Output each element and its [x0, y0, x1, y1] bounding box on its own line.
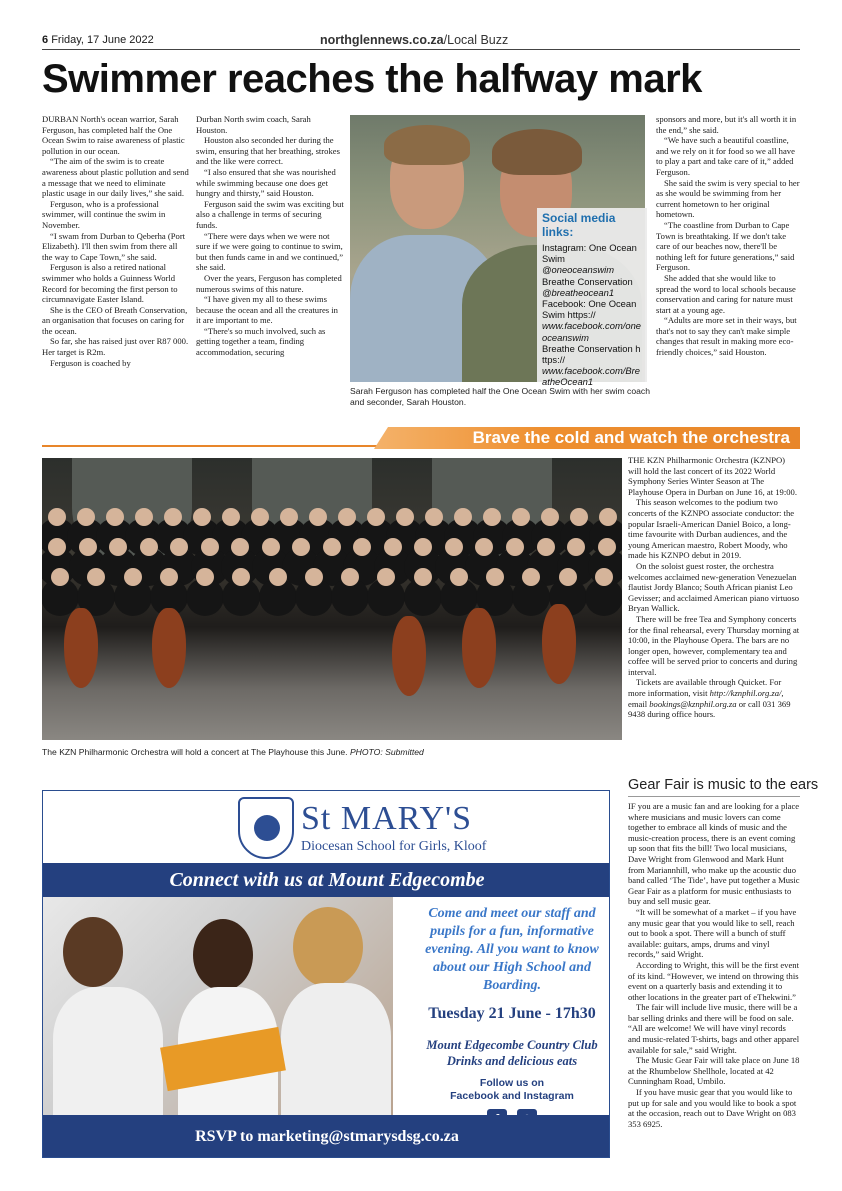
page-date: Friday, 17 June 2022: [51, 34, 154, 46]
body-paragraph: “It will be somewhat of a market – if you have any music gear that you would like to sell, reach out to book a spot. There will a bunch of stuff available: guitars, amps, drums and vinyl records,” said Wright.: [628, 906, 797, 960]
cello: [392, 616, 426, 696]
social-label: Breathe Conservation https://: [542, 342, 641, 366]
body-paragraph: “There's so much involved, such as getting together a team, finding accommodation, securing: [196, 325, 326, 358]
ad-info-panel: [413, 897, 610, 1115]
cello: [542, 604, 576, 684]
body-paragraph: Ferguson is coached by: [50, 357, 131, 368]
masthead: [320, 33, 508, 47]
body-paragraph: DURBAN North's ocean warrior, Sarah Ferguson, has completed half the One Ocean Swim to raise awareness of plastic pollution in our ocean.: [42, 114, 185, 156]
masthead-site: northglennews.co.za: [320, 33, 444, 47]
body-paragraph: On the soloist guest roster, the orchestra welcomes acclaimed new-generation Venezuelan flautist Jordy Blanco; South African pianist Leo Gevisser; and acclaimed American piano virtuoso Bryan Wallick.: [628, 560, 800, 614]
st-marys-advert[interactable]: [42, 790, 610, 1158]
story2-column: [628, 455, 800, 775]
body-paragraph: “There were days when we were not sure if we were going to continue to swim, but then funds came in and we continued,” she said.: [196, 230, 344, 273]
orchestra-caption: [42, 747, 622, 758]
social-links-list: [542, 242, 642, 388]
ad-students-photo: [43, 897, 393, 1115]
body-paragraph: Ferguson said the swim was exciting but also a challenge in terms of securing funds.: [196, 198, 344, 230]
body-paragraph: “I swam from Durban to Qeberha (Port Elizabeth). I'll then swim from there all the way to Cape Town,” she said.: [42, 230, 186, 262]
orchestra-row-front: [42, 568, 622, 586]
story1-headline: Swimmer reaches the halfway mark: [42, 57, 702, 101]
body-paragraph: She added that she would like to spread the word to local schools because conservation and caring for nature must start at a young age.: [656, 272, 796, 315]
body-paragraph: According to Wright, this will be the first event of its kind. “However, we intend on throwing this event on a quarterly basis and extending it to other locations in the greater part of eThekwini.”: [628, 959, 799, 1002]
student-figure: [193, 919, 253, 991]
tickets-text: or call 031 369 9438 during office hours.: [628, 698, 791, 720]
body-paragraph: The fair will include live music, there will be a bar selling drinks and there will be food on sale. “All are welcome! We will have vinyl records and music-related T-shirts, bags and other apparel available for sale,” said Wright.: [628, 1002, 800, 1055]
social-link[interactable]: www.facebook.com/oneoceanswim: [542, 320, 642, 343]
body-paragraph: Over the years, Ferguson has completed numerous swims of this nature.: [196, 272, 342, 294]
orchestra-caption-text: The KZN Philharmonic Orchestra will hold a concert at The Playhouse this June.: [42, 747, 348, 757]
body-paragraph: Ferguson is also a retired national swimmer who holds a Guinness World Record for becoming the first person to circumnavigate Easter Island.: [42, 262, 178, 305]
student-figure: [53, 987, 163, 1115]
social-link[interactable]: www.facebook.com/BreatheOcean1: [542, 365, 640, 388]
story1-column-1: [42, 114, 190, 414]
ad-follow: [413, 1077, 610, 1103]
orchestra-banner: [42, 427, 800, 449]
ad-date: Tuesday 21 June - 17h30: [428, 1005, 596, 1022]
story1-column-2: [196, 114, 344, 414]
website-link[interactable]: http://kznphil.org.za/: [709, 688, 782, 699]
body-paragraph: “Adults are more set in their ways, but that's not to say they can't make simple changes that result in making more eco-friendly choices,” said Houston.: [656, 315, 797, 358]
ad-invitation: Come and meet our staff and pupils for a fun, informative evening. All you want to know about our High School and Boarding.: [425, 906, 599, 993]
tickets-text: , email: [628, 688, 784, 709]
ad-brand-sub: Diocesan School for Girls, Kloof: [301, 839, 487, 854]
social-heading: Social media links:: [542, 211, 616, 239]
person-figure: [492, 129, 582, 175]
ad-venue-extra: Drinks and delicious eats: [446, 1054, 578, 1068]
cello: [152, 608, 186, 688]
story3-headline: Gear Fair is music to the ears: [628, 777, 819, 793]
cello: [462, 608, 496, 688]
ad-venue-name: Mount Edgecombe Country Club: [426, 1038, 598, 1052]
student-figure: [281, 983, 391, 1115]
swimmer-caption: Sarah Ferguson has completed half the One Ocean Swim with her swim coach and seconder, Sarah Houston.: [350, 386, 650, 407]
body-paragraph: There will be free Tea and Symphony concerts for the final rehearsal, every Thursday morning at 10:00, in the Playhouse Opera. The bars are no longer open, however, complementary tea and coffee will be served prior to concerts and during interval.: [628, 613, 800, 677]
email-link[interactable]: bookings@kznphil.org.za: [649, 698, 737, 709]
body-paragraph: “The aim of the swim is to create awareness about plastic pollution and send a message that we need to eliminate plastic usage in our daily lives,” she said.: [42, 156, 189, 199]
top-rule: [42, 49, 800, 50]
body-paragraph: The Music Gear Fair will take place on June 18 at the Rhumbelow Shellhole, located at 42 Cunningham Road, Umbilo.: [628, 1055, 800, 1087]
student-figure: [293, 907, 363, 987]
crest-icon: [238, 797, 294, 859]
body-paragraph: “I have given my all to these swims because the ocean and all the creatures in it are important to me.: [196, 294, 338, 326]
body-paragraph: So far, she has raised just over R87 000. Her target is R2m.: [42, 336, 189, 358]
social-media-box: [537, 208, 647, 388]
ad-follow-line1: Follow us on: [479, 1077, 545, 1089]
body-paragraph: Ferguson, who is a professional swimmer, will continue the swim in November.: [42, 198, 166, 230]
body-paragraph: Houston also seconded her during the swim, ensuring that her breathing, strokes and the like were correct.: [196, 135, 340, 167]
body-paragraph: This season welcomes to the podium two concerts of the KZNPO associate conductor: the popular Israeli-American Daniel Boico, a long-time favourite with Durban audiences, and the young American maestro, Robert Moody, who made his KZNPO debut in 2019.: [628, 497, 795, 561]
story2-headline: Brave the cold and watch the orchestra: [472, 428, 790, 447]
student-figure: [63, 917, 123, 987]
story1-column-3: [656, 114, 800, 414]
orchestra-photo: [42, 458, 622, 740]
social-label: Breathe Conservation: [542, 275, 633, 287]
ad-rsvp[interactable]: RSVP to marketing@stmarysdsg.co.za: [43, 1115, 610, 1158]
body-paragraph: She is the CEO of Breath Conservation, an organisation that focuses on caring for the ocean.: [42, 304, 188, 336]
body-paragraph: She said the swim is very special to her as she would be swimming from her current hometown to her original hometown.: [656, 177, 800, 220]
social-label: Facebook: One Ocean Swim https://: [542, 298, 637, 321]
tickets-paragraph: [628, 677, 800, 719]
orchestra-row-middle: [42, 538, 622, 556]
body-paragraph: Durban North swim coach, Sarah Houston.: [196, 114, 311, 135]
body-paragraph: “We have such a beautiful coastline, and we rely on it for food so we all have to play a part and take care of it,” added Ferguson.: [656, 135, 795, 177]
shield-icon: [254, 815, 280, 841]
page-number: 6: [42, 34, 49, 46]
social-label: Instagram: One Ocean Swim: [542, 242, 637, 265]
cello: [64, 608, 98, 688]
ad-brand: St MARY'S: [301, 800, 473, 837]
ad-connect-banner: Connect with us at Mount Edgecombe: [43, 863, 610, 897]
tickets-text: Tickets are available through Quicket. For more information, visit: [628, 677, 782, 699]
page-folio: [42, 34, 154, 46]
ad-venue: [413, 1037, 610, 1069]
social-link[interactable]: @oneoceanswim: [542, 264, 615, 276]
body-paragraph: If you have music gear that you would like to put up for sale and you would like to book a spot at the occasion, reach out to Dave Wright on 083 353 6925.: [628, 1087, 797, 1129]
orchestra-caption-credit: PHOTO: Submitted: [349, 747, 424, 757]
masthead-section: /Local Buzz: [443, 33, 509, 47]
body-paragraph: THE KZN Philharmonic Orchestra (KZNPO) will hold the last concert of its 2022 World Symphony Series Winter Season at The Playhouse Opera in Durban on June 16, at 19:00.: [628, 455, 797, 497]
body-paragraph: “The coastline from Durban to Cape Town is breathtaking. If we don't take care of our beaches now, there'll be nothing left for future generations,” said Ferguson.: [656, 219, 795, 273]
story3-column: [628, 801, 800, 1163]
body-paragraph: sponsors and more, but it's all worth it in the end,” she said.: [656, 114, 797, 135]
orchestra-row-back: [42, 508, 622, 526]
person-figure: [384, 125, 470, 165]
story3-rule: [628, 796, 800, 797]
social-link[interactable]: @breatheocean1: [542, 286, 615, 298]
body-paragraph: “I also ensured that she was nourished while swimming because one does get hungry and thirsty,” said Houston.: [196, 166, 336, 199]
ad-follow-line2: Facebook and Instagram: [450, 1090, 574, 1102]
body-paragraph: IF you are a music fan and are looking for a place where musicians and music lovers can come together to embrace all kinds of music and the music-creation process, there is an event coming up soon that fits the bill! Two local musicians, Dave Wright from Glenwood and Mark Hunt from Mariannhill, who make up the acoustic duo band called ‘The Tide’, have put together a Music Gear Fair as a platform for music enthusiasts to buy and sell music gear.: [628, 801, 800, 907]
